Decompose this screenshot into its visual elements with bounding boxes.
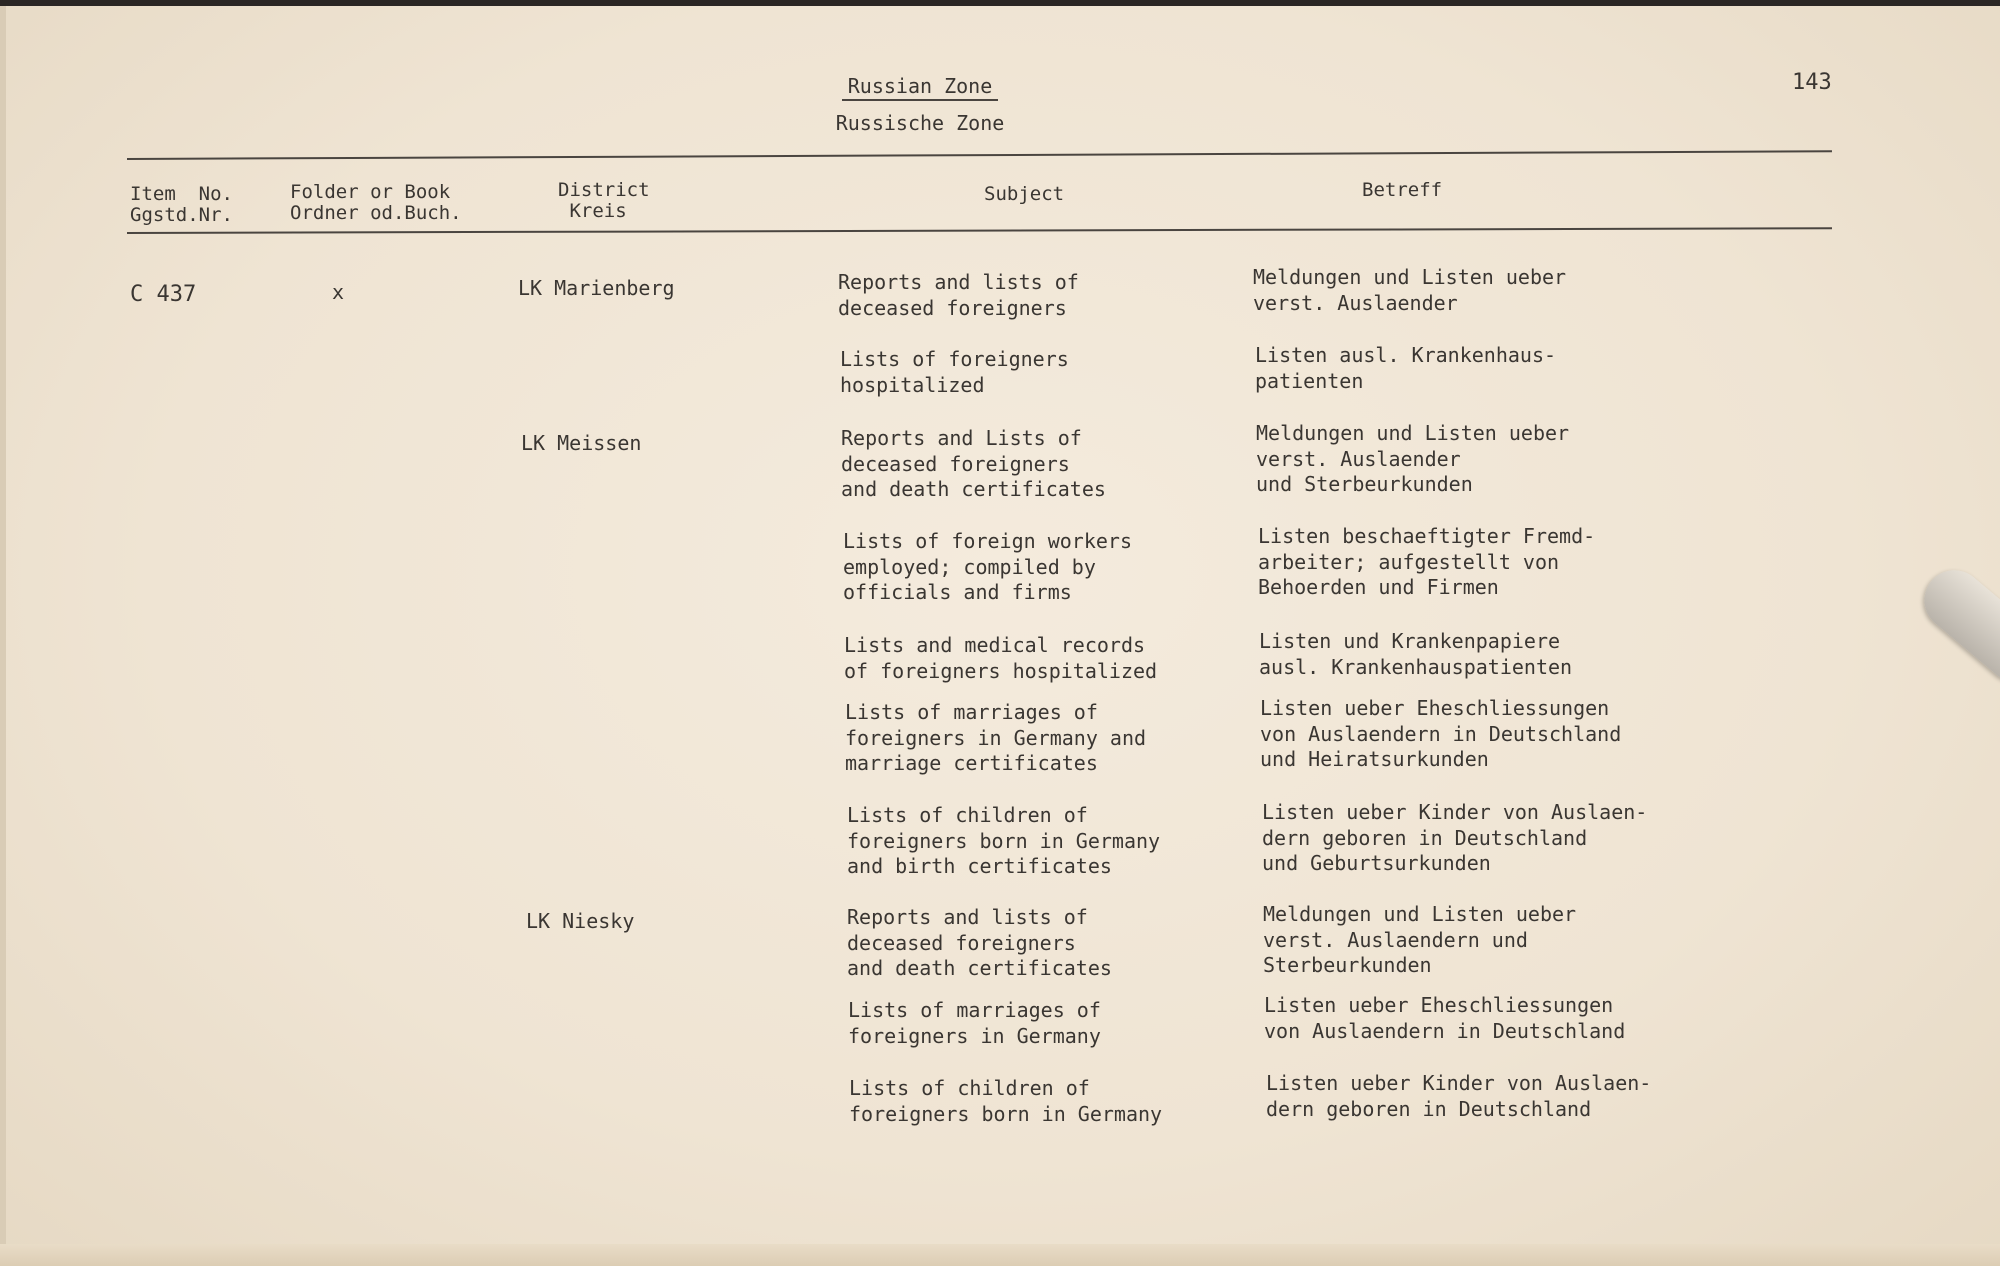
subject-cell: Reports and lists of deceased foreigners [838, 270, 1079, 320]
folder-mark: x [332, 280, 345, 304]
subject-cell: Lists of children of foreigners born in Germany and birth certificates [847, 803, 1161, 878]
column-header-folder: Folder or Book Ordner od.Buch. [290, 181, 462, 224]
column-header-betreff: Betreff [1362, 179, 1443, 201]
subject-cell: Reports and lists of deceased foreigners and death certificates [847, 905, 1112, 980]
subject-cell: Lists of marriages of foreigners in Germany and marriage certificates [845, 700, 1147, 775]
zone-heading [820, 74, 1020, 135]
district-cell: LK Niesky [526, 909, 635, 933]
subject-cell: Lists of foreign workers employed; compiled by officials and firms [843, 529, 1132, 604]
district-cell: LK Meissen [521, 431, 642, 455]
betreff-cell: Listen ueber Eheschliessungen von Auslaendern in Deutschland [1264, 993, 1626, 1043]
page-edge [0, 6, 6, 1266]
betreff-cell: Listen ueber Kinder von Auslaen- dern geboren in Deutschland und Geburtsurkunden [1262, 800, 1648, 875]
betreff-cell: Listen ueber Eheschliessungen von Auslaendern in Deutschland und Heiratsurkunden [1260, 696, 1622, 771]
district-cell: LK Marienberg [518, 276, 675, 300]
betreff-cell: Meldungen und Listen ueber verst. Auslaendern und Sterbeurkunden [1263, 902, 1577, 977]
subject-cell: Lists and medical records of foreigners hospitalized [844, 633, 1158, 683]
page-bottom-edge [0, 1244, 2000, 1266]
page-number: 143 [1792, 70, 1832, 95]
betreff-cell: Listen beschaeftigter Fremd- arbeiter; aufgestellt von Behoerden und Firmen [1258, 524, 1596, 599]
item-number: C 437 [130, 282, 197, 307]
table-header-rule [127, 227, 1832, 234]
subject-cell: Lists of foreigners hospitalized [840, 347, 1069, 397]
zone-title-german: Russische Zone [835, 111, 1005, 135]
column-header-district: District Kreis [558, 179, 650, 222]
subject-cell: Reports and Lists of deceased foreigners and death certificates [841, 426, 1106, 501]
subject-cell: Lists of children of foreigners born in Germany [849, 1076, 1163, 1126]
betreff-cell: Listen und Krankenpapiere ausl. Krankenhauspatienten [1259, 629, 1573, 679]
document-page [0, 6, 2000, 1266]
zone-title-english: Russian Zone [842, 74, 999, 101]
subject-cell: Lists of marriages of foreigners in Germany [848, 998, 1101, 1048]
betreff-cell: Meldungen und Listen ueber verst. Auslaender und Sterbeurkunden [1256, 421, 1570, 496]
column-header-item-no: Item No. Ggstd.Nr. [130, 183, 233, 226]
betreff-cell: Listen ueber Kinder von Auslaen- dern geboren in Deutschland [1266, 1071, 1652, 1121]
betreff-cell: Listen ausl. Krankenhaus- patienten [1255, 343, 1557, 393]
column-header-subject: Subject [984, 183, 1065, 205]
page-clip [1912, 558, 2000, 694]
betreff-cell: Meldungen und Listen ueber verst. Auslaender [1253, 265, 1567, 315]
table-top-rule [127, 150, 1832, 160]
